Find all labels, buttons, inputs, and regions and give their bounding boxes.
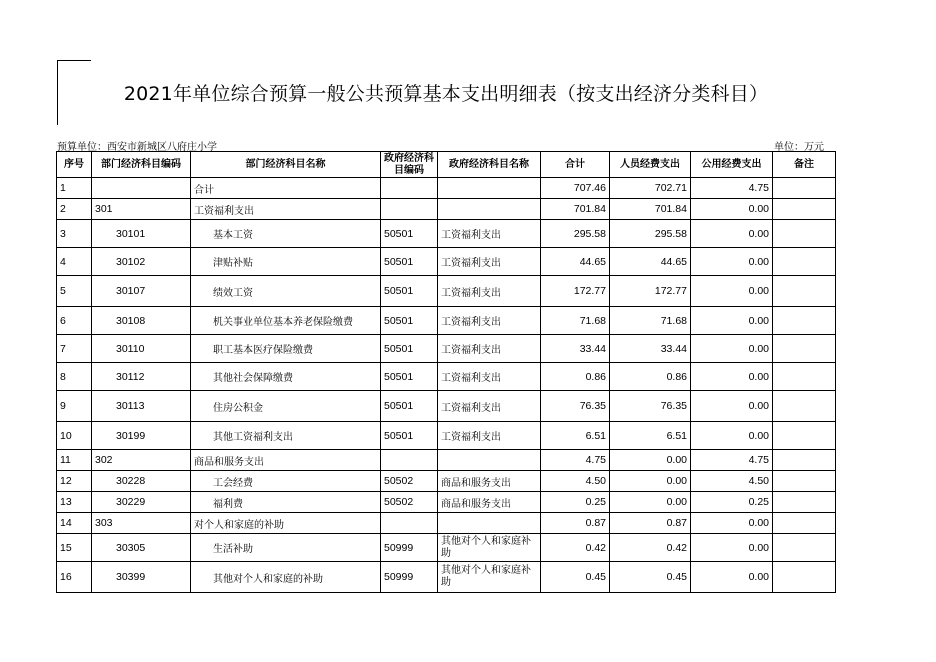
cell-gov-code bbox=[381, 450, 438, 471]
col-header-gov-code: 政府经济科目编码 bbox=[381, 152, 438, 178]
cell-personnel: 702.71 bbox=[610, 178, 691, 199]
cell-gov-code: 50502 bbox=[381, 471, 438, 492]
cell-dept-name: 对个人和家庭的补助 bbox=[191, 513, 381, 534]
cell-index: 4 bbox=[57, 248, 92, 276]
cell-personnel: 295.58 bbox=[610, 220, 691, 248]
cell-dept-code: 30228 bbox=[92, 471, 191, 492]
cell-dept-code: 302 bbox=[92, 450, 191, 471]
cell-gov-name: 工资福利支出 bbox=[438, 220, 541, 248]
cell-index: 6 bbox=[57, 307, 92, 335]
table-row bbox=[57, 492, 836, 513]
cell-public: 4.75 bbox=[691, 178, 773, 199]
cell-gov-name: 工资福利支出 bbox=[438, 335, 541, 363]
cell-personnel: 71.68 bbox=[610, 307, 691, 335]
budget-detail-table bbox=[56, 151, 836, 593]
cell-dept-code: 303 bbox=[92, 513, 191, 534]
cell-remark bbox=[773, 450, 836, 471]
table-row bbox=[57, 363, 836, 391]
cell-dept-code: 30108 bbox=[92, 307, 191, 335]
cell-index: 3 bbox=[57, 220, 92, 248]
cell-public: 0.00 bbox=[691, 199, 773, 220]
cell-dept-code: 30199 bbox=[92, 422, 191, 450]
cell-remark bbox=[773, 248, 836, 276]
cell-personnel: 0.87 bbox=[610, 513, 691, 534]
table-row bbox=[57, 307, 836, 335]
cell-dept-name: 商品和服务支出 bbox=[191, 450, 381, 471]
cell-public: 0.00 bbox=[691, 534, 773, 562]
cell-public: 0.00 bbox=[691, 220, 773, 248]
cell-total: 33.44 bbox=[541, 335, 610, 363]
cell-dept-code: 30399 bbox=[92, 562, 191, 593]
cell-gov-code: 50501 bbox=[381, 220, 438, 248]
cell-dept-code: 30110 bbox=[92, 335, 191, 363]
cell-personnel: 76.35 bbox=[610, 391, 691, 422]
cell-gov-code: 50999 bbox=[381, 534, 438, 562]
cell-remark bbox=[773, 220, 836, 248]
table-row bbox=[57, 534, 836, 562]
cell-gov-code bbox=[381, 513, 438, 534]
cell-gov-code: 50501 bbox=[381, 335, 438, 363]
cell-total: 0.42 bbox=[541, 534, 610, 562]
cell-remark bbox=[773, 492, 836, 513]
cell-dept-name: 住房公积金 bbox=[191, 391, 381, 422]
cell-personnel: 0.86 bbox=[610, 363, 691, 391]
cell-remark bbox=[773, 513, 836, 534]
cell-public: 0.25 bbox=[691, 492, 773, 513]
cell-dept-name: 绩效工资 bbox=[191, 276, 381, 307]
cell-personnel: 701.84 bbox=[610, 199, 691, 220]
cell-public: 4.75 bbox=[691, 450, 773, 471]
cell-total: 701.84 bbox=[541, 199, 610, 220]
cell-dept-name: 合计 bbox=[191, 178, 381, 199]
table-row bbox=[57, 450, 836, 471]
cell-gov-name: 工资福利支出 bbox=[438, 307, 541, 335]
cell-total: 4.50 bbox=[541, 471, 610, 492]
cell-gov-name: 工资福利支出 bbox=[438, 422, 541, 450]
cell-remark bbox=[773, 199, 836, 220]
cell-dept-code: 30113 bbox=[92, 391, 191, 422]
col-header-personnel: 人员经费支出 bbox=[610, 152, 691, 178]
cell-dept-code: 30112 bbox=[92, 363, 191, 391]
cell-dept-code: 30305 bbox=[92, 534, 191, 562]
cell-dept-name: 职工基本医疗保险缴费 bbox=[191, 335, 381, 363]
cell-personnel: 172.77 bbox=[610, 276, 691, 307]
cell-index: 11 bbox=[57, 450, 92, 471]
cell-index: 13 bbox=[57, 492, 92, 513]
cell-remark bbox=[773, 276, 836, 307]
cell-index: 14 bbox=[57, 513, 92, 534]
cell-index: 8 bbox=[57, 363, 92, 391]
cell-total: 44.65 bbox=[541, 248, 610, 276]
cell-dept-code: 30107 bbox=[92, 276, 191, 307]
cell-dept-code: 30102 bbox=[92, 248, 191, 276]
table-row bbox=[57, 471, 836, 492]
cell-gov-code: 50501 bbox=[381, 391, 438, 422]
cell-personnel: 33.44 bbox=[610, 335, 691, 363]
cell-remark bbox=[773, 534, 836, 562]
table-row bbox=[57, 220, 836, 248]
cell-personnel: 0.00 bbox=[610, 471, 691, 492]
cell-index: 16 bbox=[57, 562, 92, 593]
table-row bbox=[57, 513, 836, 534]
cell-gov-code bbox=[381, 178, 438, 199]
cell-total: 0.86 bbox=[541, 363, 610, 391]
cell-index: 7 bbox=[57, 335, 92, 363]
cell-public: 4.50 bbox=[691, 471, 773, 492]
cell-gov-name bbox=[438, 450, 541, 471]
cell-public: 0.00 bbox=[691, 363, 773, 391]
cell-remark bbox=[773, 422, 836, 450]
cell-gov-code: 50501 bbox=[381, 307, 438, 335]
cell-dept-code: 30101 bbox=[92, 220, 191, 248]
cell-dept-code: 30229 bbox=[92, 492, 191, 513]
col-header-total: 合计 bbox=[541, 152, 610, 178]
table-body bbox=[57, 178, 836, 593]
cell-gov-code: 50501 bbox=[381, 363, 438, 391]
cell-gov-code: 50501 bbox=[381, 422, 438, 450]
cell-total: 6.51 bbox=[541, 422, 610, 450]
cell-index: 1 bbox=[57, 178, 92, 199]
col-header-gov-name: 政府经济科目名称 bbox=[438, 152, 541, 178]
cell-total: 76.35 bbox=[541, 391, 610, 422]
cell-public: 0.00 bbox=[691, 307, 773, 335]
table-row bbox=[57, 199, 836, 220]
cell-remark bbox=[773, 562, 836, 593]
cell-personnel: 0.42 bbox=[610, 534, 691, 562]
cell-total: 0.25 bbox=[541, 492, 610, 513]
cell-dept-name: 福利费 bbox=[191, 492, 381, 513]
cell-public: 0.00 bbox=[691, 335, 773, 363]
cell-public: 0.00 bbox=[691, 391, 773, 422]
cell-dept-name: 其他社会保障缴费 bbox=[191, 363, 381, 391]
cell-index: 9 bbox=[57, 391, 92, 422]
cell-dept-name: 其他对个人和家庭的补助 bbox=[191, 562, 381, 593]
cell-index: 2 bbox=[57, 199, 92, 220]
cell-gov-name: 工资福利支出 bbox=[438, 363, 541, 391]
cell-personnel: 0.45 bbox=[610, 562, 691, 593]
col-header-public: 公用经费支出 bbox=[691, 152, 773, 178]
cell-index: 10 bbox=[57, 422, 92, 450]
cell-dept-name: 基本工资 bbox=[191, 220, 381, 248]
cell-total: 295.58 bbox=[541, 220, 610, 248]
cell-dept-code: 301 bbox=[92, 199, 191, 220]
cell-total: 4.75 bbox=[541, 450, 610, 471]
cell-gov-name bbox=[438, 178, 541, 199]
cell-gov-name bbox=[438, 513, 541, 534]
table-row bbox=[57, 178, 836, 199]
table-row bbox=[57, 335, 836, 363]
cell-dept-name: 工会经费 bbox=[191, 471, 381, 492]
cell-gov-code bbox=[381, 199, 438, 220]
cell-dept-code bbox=[92, 178, 191, 199]
cell-gov-code: 50502 bbox=[381, 492, 438, 513]
cell-personnel: 6.51 bbox=[610, 422, 691, 450]
cell-gov-code: 50501 bbox=[381, 276, 438, 307]
cell-total: 71.68 bbox=[541, 307, 610, 335]
cell-public: 0.00 bbox=[691, 422, 773, 450]
table-row bbox=[57, 422, 836, 450]
cell-personnel: 44.65 bbox=[610, 248, 691, 276]
cell-gov-name: 其他对个人和家庭补助 bbox=[438, 534, 541, 562]
cell-remark bbox=[773, 307, 836, 335]
cell-index: 15 bbox=[57, 534, 92, 562]
cell-dept-name: 机关事业单位基本养老保险缴费 bbox=[191, 307, 381, 335]
table-row bbox=[57, 562, 836, 593]
page-corner-mark-top bbox=[57, 60, 91, 61]
table-row bbox=[57, 248, 836, 276]
budget-unit-label: 预算单位：西安市新城区八府庄小学 bbox=[57, 142, 217, 153]
cell-remark bbox=[773, 391, 836, 422]
col-header-index: 序号 bbox=[57, 152, 92, 178]
cell-gov-name: 商品和服务支出 bbox=[438, 492, 541, 513]
col-header-dept-code: 部门经济科目编码 bbox=[92, 152, 191, 178]
cell-remark bbox=[773, 363, 836, 391]
cell-gov-name: 工资福利支出 bbox=[438, 391, 541, 422]
cell-total: 0.45 bbox=[541, 562, 610, 593]
cell-gov-code: 50999 bbox=[381, 562, 438, 593]
cell-total: 0.87 bbox=[541, 513, 610, 534]
cell-gov-name bbox=[438, 199, 541, 220]
cell-gov-name: 其他对个人和家庭补助 bbox=[438, 562, 541, 593]
cell-dept-name: 津贴补贴 bbox=[191, 248, 381, 276]
cell-total: 707.46 bbox=[541, 178, 610, 199]
cell-remark bbox=[773, 178, 836, 199]
cell-dept-name: 其他工资福利支出 bbox=[191, 422, 381, 450]
cell-index: 12 bbox=[57, 471, 92, 492]
col-header-dept-name: 部门经济科目名称 bbox=[191, 152, 381, 178]
table-header-row bbox=[57, 152, 836, 178]
page-title: 2021年单位综合预算一般公共预算基本支出明细表（按支出经济分类科目） bbox=[123, 83, 769, 105]
table-row bbox=[57, 276, 836, 307]
currency-unit-label: 单位：万元 bbox=[774, 142, 824, 153]
cell-public: 0.00 bbox=[691, 513, 773, 534]
cell-remark bbox=[773, 471, 836, 492]
cell-personnel: 0.00 bbox=[610, 492, 691, 513]
cell-dept-name: 工资福利支出 bbox=[191, 199, 381, 220]
cell-personnel: 0.00 bbox=[610, 450, 691, 471]
cell-gov-code: 50501 bbox=[381, 248, 438, 276]
cell-gov-name: 工资福利支出 bbox=[438, 276, 541, 307]
cell-public: 0.00 bbox=[691, 276, 773, 307]
cell-remark bbox=[773, 335, 836, 363]
table-row bbox=[57, 391, 836, 422]
cell-dept-name: 生活补助 bbox=[191, 534, 381, 562]
cell-public: 0.00 bbox=[691, 248, 773, 276]
cell-gov-name: 商品和服务支出 bbox=[438, 471, 541, 492]
cell-gov-name: 工资福利支出 bbox=[438, 248, 541, 276]
col-header-remark: 备注 bbox=[773, 152, 836, 178]
cell-index: 5 bbox=[57, 276, 92, 307]
cell-public: 0.00 bbox=[691, 562, 773, 593]
cell-total: 172.77 bbox=[541, 276, 610, 307]
